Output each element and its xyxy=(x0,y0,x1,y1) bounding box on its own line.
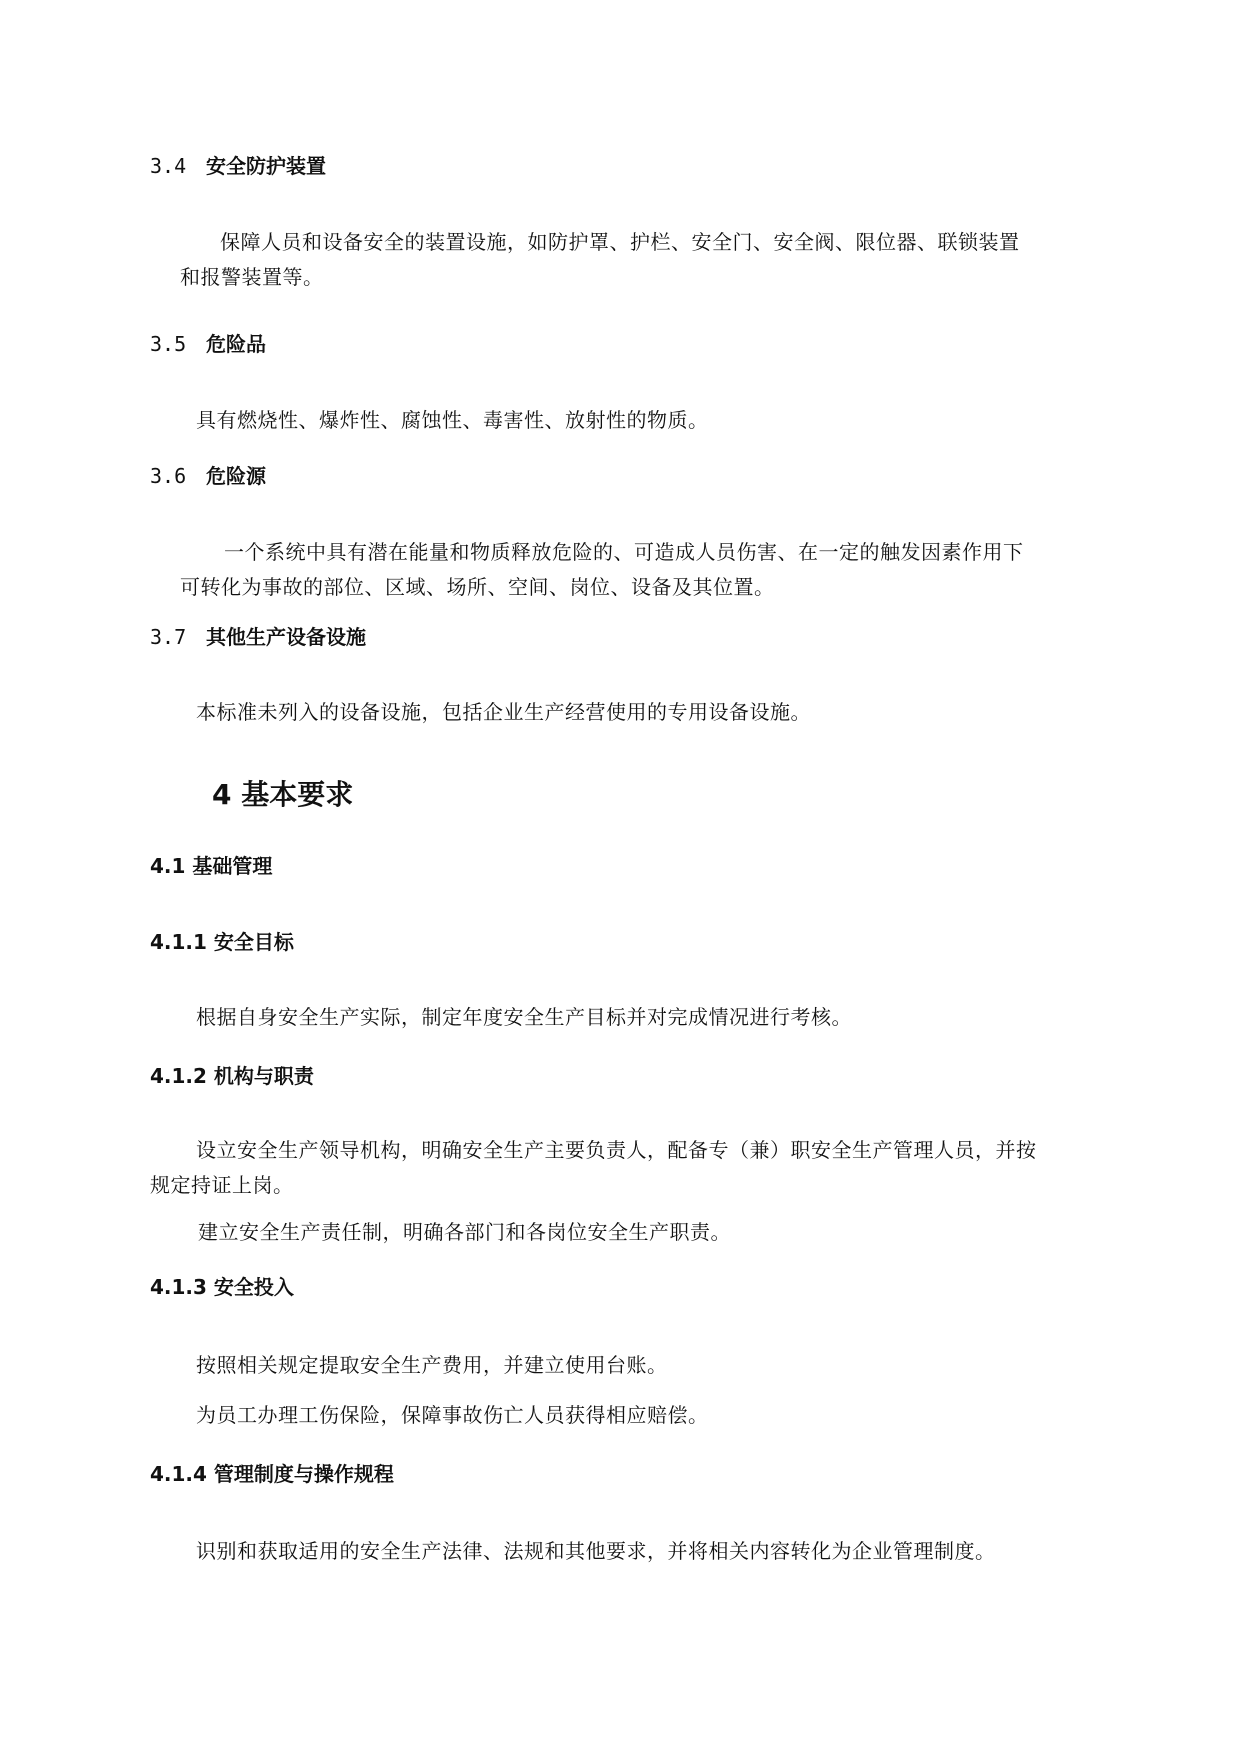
paragraph-line: 规定持证上岗。 xyxy=(150,1173,294,1197)
paragraph-line: 本标准未列入的设备设施，包括企业生产经营使用的专用设备设施。 xyxy=(196,700,811,724)
paragraph-4-1-2-a xyxy=(150,1133,1037,1203)
paragraph-3-7 xyxy=(196,695,811,730)
subsection-heading-4-1-3: 4.1.3 安全投入 xyxy=(150,1275,294,1299)
paragraph-line: 建立安全生产责任制，明确各部门和各岗位安全生产职责。 xyxy=(198,1220,731,1244)
paragraph-4-1-3-b xyxy=(196,1398,709,1433)
paragraph-line: 具有燃烧性、爆炸性、腐蚀性、毒害性、放射性的物质。 xyxy=(196,408,709,432)
paragraph-3-5 xyxy=(196,403,709,438)
subsection-heading-4-1: 4.1 基础管理 xyxy=(150,854,273,878)
paragraph-line: 保障人员和设备安全的装置设施，如防护罩、护栏、安全门、安全阀、限位器、联锁装置 xyxy=(220,230,1020,254)
paragraph-3-6 xyxy=(180,535,1024,605)
section-number: 3.6 xyxy=(150,464,187,488)
section-heading-3-5 xyxy=(150,328,266,357)
section-heading-3-4 xyxy=(150,150,326,179)
section-heading-3-6 xyxy=(150,460,266,489)
paragraph-line: 按照相关规定提取安全生产费用，并建立使用台账。 xyxy=(196,1353,668,1377)
paragraph-4-1-3-a xyxy=(196,1348,668,1383)
section-number: 3.4 xyxy=(150,154,187,178)
section-title: 安全防护装置 xyxy=(206,154,326,178)
paragraph-line: 根据自身安全生产实际，制定年度安全生产目标并对完成情况进行考核。 xyxy=(196,1005,852,1029)
section-title: 危险品 xyxy=(206,332,266,356)
paragraph-3-4 xyxy=(180,225,1020,295)
subsection-heading-4-1-4: 4.1.4 管理制度与操作规程 xyxy=(150,1462,394,1486)
paragraph-line: 一个系统中具有潜在能量和物质释放危险的、可造成人员伤害、在一定的触发因素作用下 xyxy=(224,540,1024,564)
paragraph-4-1-2-b xyxy=(198,1215,731,1250)
subsection-heading-4-1-2: 4.1.2 机构与职责 xyxy=(150,1064,314,1088)
section-heading-3-7 xyxy=(150,621,366,650)
subsection-heading-4-1-1: 4.1.1 安全目标 xyxy=(150,930,294,954)
section-number: 3.5 xyxy=(150,332,187,356)
chapter-heading-4: 4 基本要求 xyxy=(212,778,354,811)
paragraph-line: 识别和获取适用的安全生产法律、法规和其他要求，并将相关内容转化为企业管理制度。 xyxy=(196,1539,996,1563)
paragraph-line: 可转化为事故的部位、区域、场所、空间、岗位、设备及其位置。 xyxy=(180,575,775,599)
paragraph-4-1-4 xyxy=(196,1534,996,1569)
section-number: 3.7 xyxy=(150,625,187,649)
paragraph-line: 和报警装置等。 xyxy=(180,265,324,289)
paragraph-line: 为员工办理工伤保险，保障事故伤亡人员获得相应赔偿。 xyxy=(196,1403,709,1427)
section-title: 危险源 xyxy=(206,464,266,488)
section-title: 其他生产设备设施 xyxy=(206,625,366,649)
paragraph-4-1-1 xyxy=(196,1000,852,1035)
paragraph-line: 设立安全生产领导机构，明确安全生产主要负责人，配备专（兼）职安全生产管理人员，并按 xyxy=(196,1138,1037,1162)
